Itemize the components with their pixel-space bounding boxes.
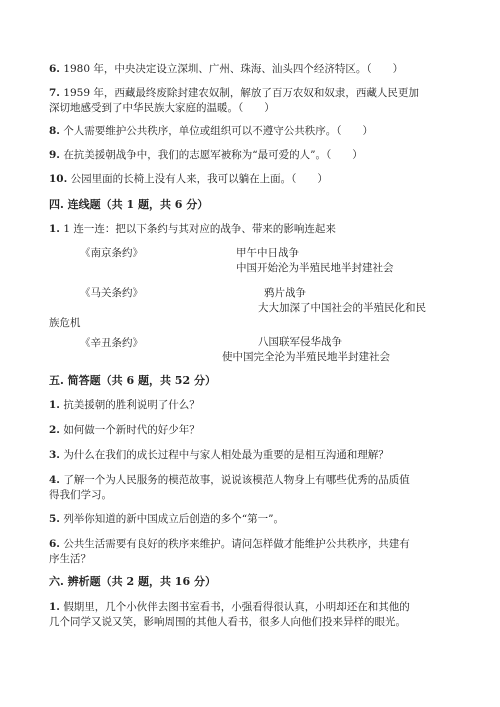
- question-number: 1.: [49, 601, 60, 613]
- question-9: [49, 148, 363, 162]
- question-10: [49, 172, 328, 186]
- effect-1: 中国开始沦为半殖民地半封建社会: [236, 262, 394, 274]
- matching-prompt: [49, 222, 336, 236]
- short-answer-6: [49, 537, 410, 551]
- short-answer-3: [49, 448, 389, 462]
- effect-2-cont: 族危机: [49, 317, 81, 329]
- effect-3: 使中国完全沦为半殖民地半封建社会: [222, 351, 390, 363]
- question-number: 9.: [49, 149, 60, 161]
- question-text: 1980 年，中央决定设立深圳、广州、珠海、汕头四个经济特区。（ ）: [63, 63, 404, 75]
- question-number: 6.: [49, 538, 60, 550]
- short-answer-6-cont: 序生活？: [49, 553, 91, 565]
- treaty-nanjing: 《南京条约》: [80, 247, 143, 259]
- treaty-shimonoseki: 《马关条约》: [80, 287, 143, 299]
- question-number: 1.: [49, 399, 60, 411]
- question-6: [49, 62, 403, 76]
- question-7: [49, 86, 419, 100]
- war-sino-japanese: 甲午中日战争: [236, 247, 299, 259]
- question-7-cont: [49, 101, 275, 115]
- question-text: 在抗美援朝战争中，我们的志愿军被称为“最可爱的人”。（ ）: [63, 149, 363, 161]
- question-text: 1959 年，西藏最终废除封建农奴制，解放了百万农奴和奴隶，西藏人民更加: [63, 87, 419, 99]
- war-eight-nation: 八国联军侵华战争: [258, 336, 342, 348]
- question-text: 列举你知道的新中国成立后创造的多个“第一”。: [63, 513, 285, 525]
- section-heading-6: 六. 辨析题（共 2 题，共 16 分）: [49, 575, 216, 588]
- question-number: 1.: [49, 223, 60, 235]
- question-number: 4.: [49, 474, 60, 486]
- question-text: 个人需要维护公共秩序，单位或组织可以不遵守公共秩序。（ ）: [63, 125, 374, 137]
- question-number: 3.: [49, 449, 60, 461]
- question-text: 深切地感受到了中华民族大家庭的温暖。（ ）: [49, 102, 275, 114]
- question-number: 5.: [49, 513, 60, 525]
- section-heading-4: 四. 连线题（共 1 题，共 6 分）: [49, 198, 209, 211]
- question-number: 7.: [49, 87, 60, 99]
- question-number: 6.: [49, 63, 60, 75]
- short-answer-4: [49, 473, 410, 487]
- question-text: 1 连一连：把以下条约与其对应的战争、带来的影响连起来: [63, 223, 336, 235]
- discussion-1: [49, 600, 410, 614]
- short-answer-4-cont: 得我们学习。: [49, 489, 112, 501]
- question-8: [49, 124, 373, 138]
- treaty-boxer: 《辛丑条约》: [80, 337, 143, 349]
- question-text: 了解一个为人民服务的模范故事，说说该模范人物身上有哪些优秀的品质值: [63, 474, 410, 486]
- short-answer-2: [49, 423, 200, 437]
- question-text: 公共生活需要有良好的秩序来维护。请问怎样做才能维护公共秩序，共建有: [63, 538, 410, 550]
- question-text: 如何做一个新时代的好少年？: [63, 424, 200, 436]
- effect-2: 大大加深了中国社会的半殖民化和民: [258, 302, 426, 314]
- short-answer-5: [49, 512, 284, 526]
- war-opium: 鸦片战争: [264, 287, 306, 299]
- discussion-1-cont: 几个同学又说又笑，影响周围的其他人看书，很多人向他们投来异样的眼光。: [49, 616, 406, 628]
- short-answer-1: [49, 398, 200, 412]
- section-heading-5: 五. 简答题（共 6 题，共 52 分）: [49, 374, 216, 387]
- question-text: 公园里面的长椅上没有人来，我可以躺在上面。（ ）: [70, 173, 328, 185]
- question-number: 8.: [49, 125, 60, 137]
- question-number: 10.: [49, 173, 68, 185]
- question-text: 为什么在我们的成长过程中与家人相处最为重要的是相互沟通和理解？: [63, 449, 389, 461]
- question-number: 2.: [49, 424, 60, 436]
- question-text: 假期里，几个小伙伴去图书室看书，小强看得很认真，小明却还在和其他的: [63, 601, 410, 613]
- question-text: 抗美援朝的胜利说明了什么？: [63, 399, 200, 411]
